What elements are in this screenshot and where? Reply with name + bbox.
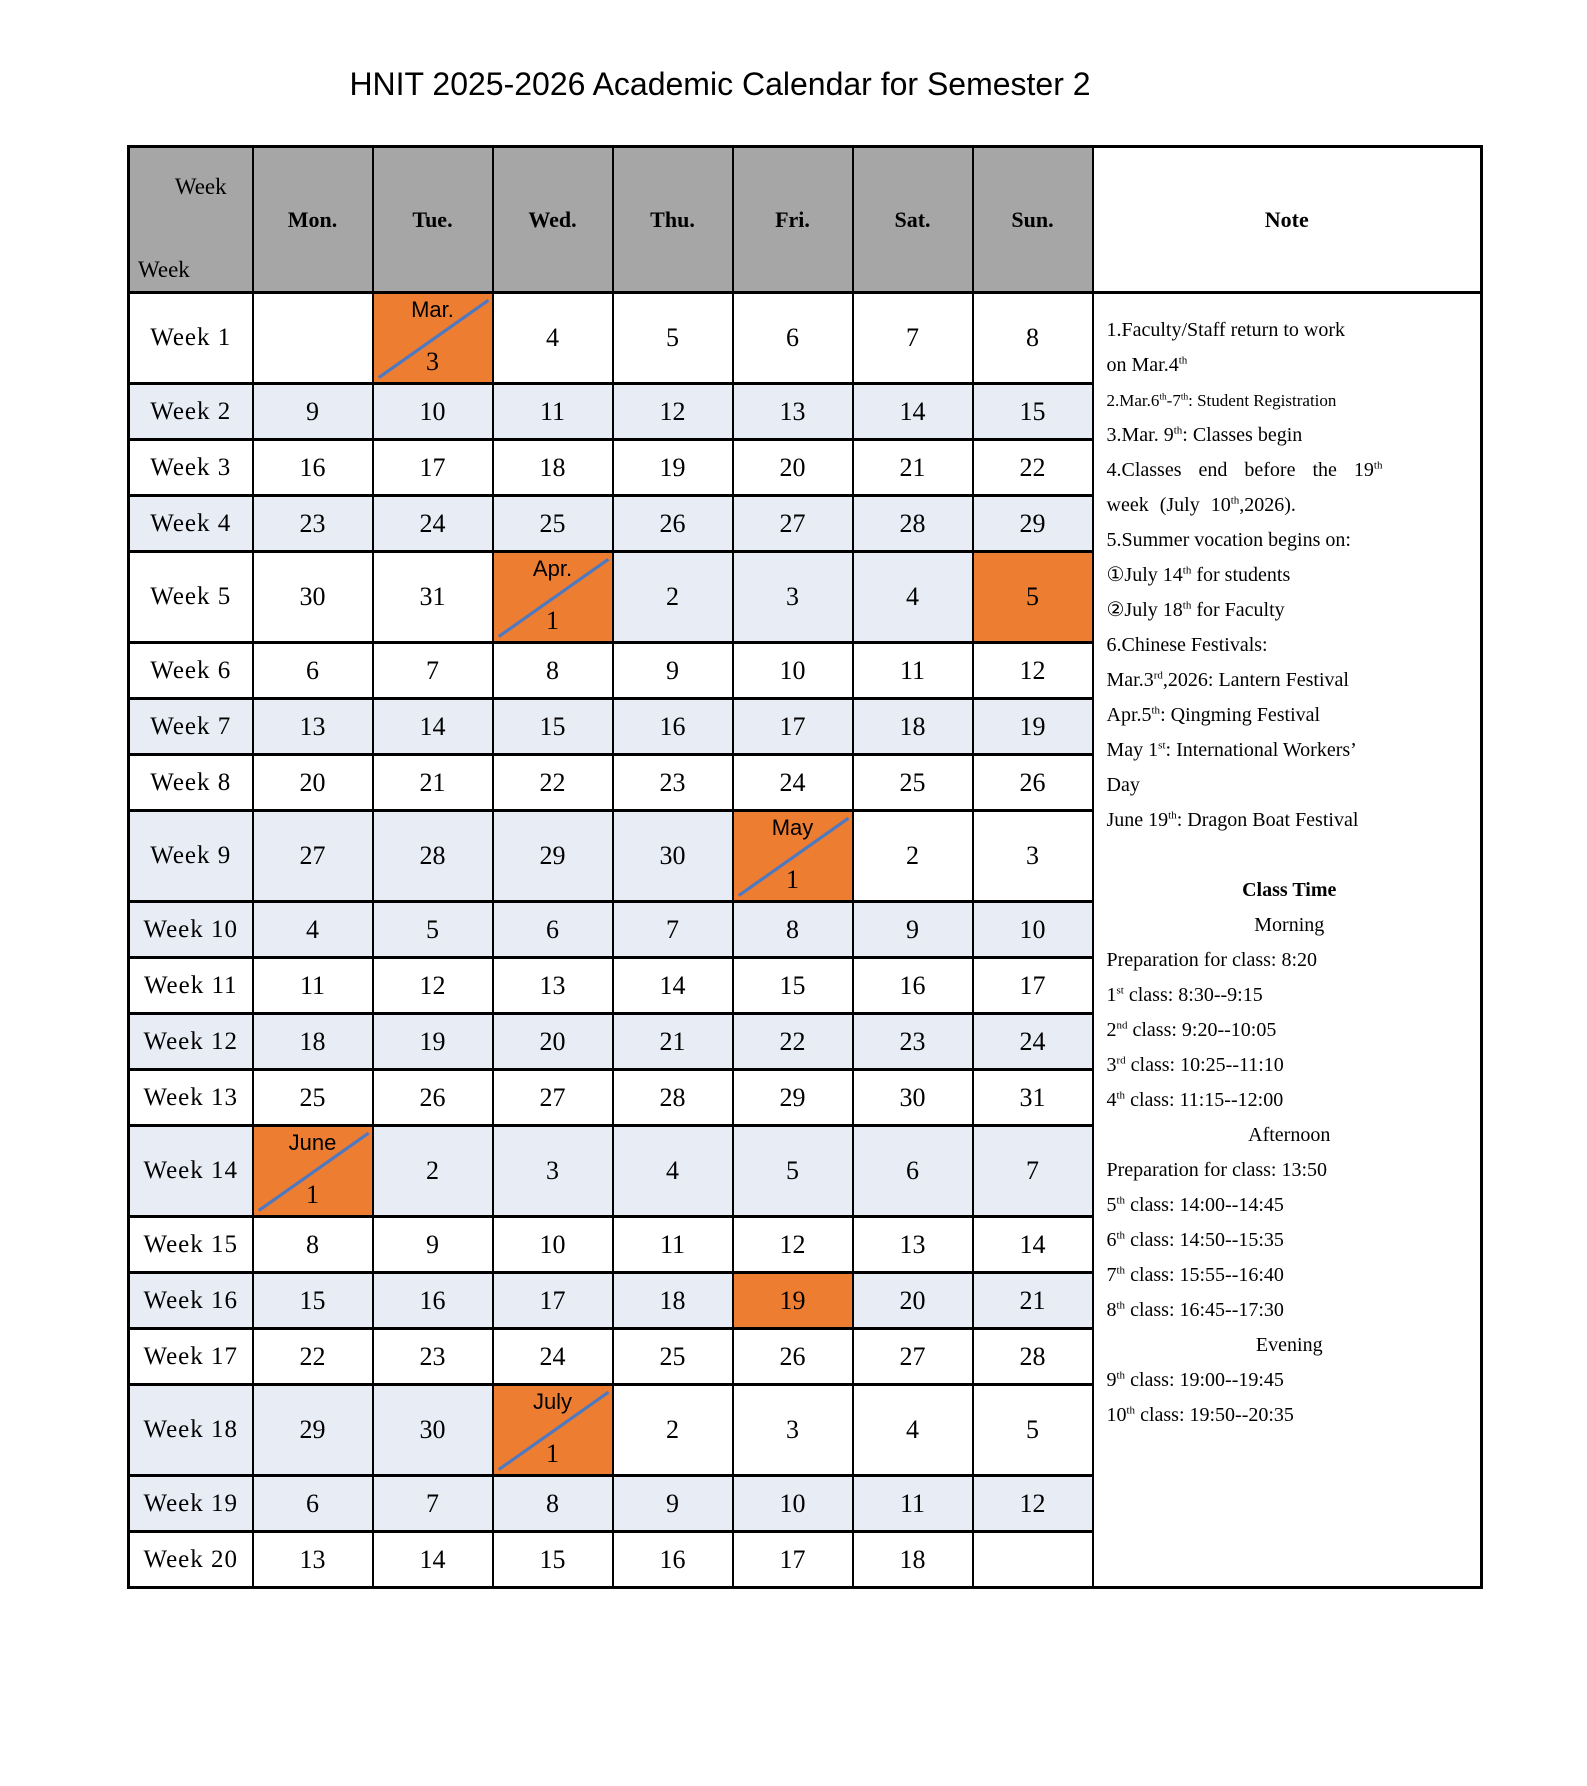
month-label: Mar. bbox=[411, 297, 454, 322]
day-cell: 22 bbox=[493, 755, 613, 811]
day-cell: 11 bbox=[613, 1217, 733, 1273]
day-cell: 4 bbox=[853, 552, 973, 643]
week-label-cell: Week 2 bbox=[129, 384, 253, 440]
note-line: 3rd class: 10:25--11:10 bbox=[1106, 1054, 1284, 1076]
day-cell: 6 bbox=[253, 643, 373, 699]
month-label: May bbox=[771, 815, 814, 840]
note-line: Apr.5th: Qingming Festival bbox=[1106, 704, 1321, 726]
day-cell: 15 bbox=[253, 1273, 373, 1329]
day-cell: 23 bbox=[253, 496, 373, 552]
day-cell: 4 bbox=[613, 1126, 733, 1217]
day-cell: 30 bbox=[253, 552, 373, 643]
day-cell: 7 bbox=[373, 1476, 493, 1532]
day-cell: 8 bbox=[253, 1217, 373, 1273]
day-cell: 19 bbox=[733, 1273, 853, 1329]
day-cell: 27 bbox=[733, 496, 853, 552]
day-cell: 9 bbox=[253, 384, 373, 440]
day-cell: 13 bbox=[253, 1532, 373, 1588]
day-cell: 12 bbox=[733, 1217, 853, 1273]
day-cell: 29 bbox=[253, 1385, 373, 1476]
day-cell: 18 bbox=[493, 440, 613, 496]
note-line: 10th class: 19:50--20:35 bbox=[1106, 1404, 1294, 1426]
day-cell: 10 bbox=[733, 643, 853, 699]
day-cell: 4 bbox=[853, 1385, 973, 1476]
day-cell: 22 bbox=[973, 440, 1093, 496]
day-cell: 11 bbox=[853, 1476, 973, 1532]
week-label-cell: Week 17 bbox=[129, 1329, 253, 1385]
day-cell: 20 bbox=[253, 755, 373, 811]
page-title: HNIT 2025-2026 Academic Calendar for Semester 2 bbox=[349, 66, 1091, 102]
day-cell: 8 bbox=[493, 1476, 613, 1532]
note-line: 2.Mar.6th-7th: Student Registration bbox=[1106, 391, 1337, 410]
month-start-cell bbox=[733, 811, 853, 902]
day-cell: 27 bbox=[853, 1329, 973, 1385]
note-line: Mar.3rd,2026: Lantern Festival bbox=[1106, 669, 1349, 691]
day-cell: 6 bbox=[733, 293, 853, 384]
day-cell: 16 bbox=[613, 699, 733, 755]
note-line: 5th class: 14:00--14:45 bbox=[1106, 1194, 1284, 1216]
note-line: 4th class: 11:15--12:00 bbox=[1106, 1089, 1284, 1111]
day-cell: 26 bbox=[733, 1329, 853, 1385]
day-cell: 9 bbox=[853, 902, 973, 958]
day-cell: 24 bbox=[373, 496, 493, 552]
week-corner-cell bbox=[129, 147, 253, 293]
day-cell: 27 bbox=[493, 1070, 613, 1126]
day-cell: 20 bbox=[493, 1014, 613, 1070]
week-label-cell: Week 19 bbox=[129, 1476, 253, 1532]
day-cell: 9 bbox=[613, 643, 733, 699]
day-number: 1 bbox=[786, 865, 799, 894]
empty-day-cell bbox=[973, 1532, 1093, 1588]
corner-label-top: Week bbox=[174, 174, 227, 199]
day-cell: 11 bbox=[853, 643, 973, 699]
note-line: 3.Mar. 9th: Classes begin bbox=[1106, 424, 1303, 446]
day-cell: 11 bbox=[493, 384, 613, 440]
day-cell: 26 bbox=[613, 496, 733, 552]
day-cell: 20 bbox=[853, 1273, 973, 1329]
day-cell: 2 bbox=[613, 1385, 733, 1476]
day-cell: 7 bbox=[853, 293, 973, 384]
day-cell: 28 bbox=[373, 811, 493, 902]
month-label: Apr. bbox=[532, 556, 573, 581]
month-start-cell bbox=[373, 293, 493, 384]
day-cell: 13 bbox=[853, 1217, 973, 1273]
day-cell: 16 bbox=[853, 958, 973, 1014]
day-cell: 17 bbox=[973, 958, 1093, 1014]
month-label: June bbox=[288, 1130, 337, 1155]
note-line: 2nd class: 9:20--10:05 bbox=[1106, 1019, 1277, 1041]
note-header: Note bbox=[1093, 147, 1482, 293]
note-line: ②July 18th for Faculty bbox=[1106, 599, 1285, 621]
day-cell: 5 bbox=[733, 1126, 853, 1217]
week-label-cell: Week 16 bbox=[129, 1273, 253, 1329]
week-label-cell: Week 6 bbox=[129, 643, 253, 699]
day-cell: 29 bbox=[973, 496, 1093, 552]
note-line: Preparation for class: 13:50 bbox=[1106, 1159, 1327, 1181]
day-cell: 16 bbox=[373, 1273, 493, 1329]
day-cell: 30 bbox=[853, 1070, 973, 1126]
day-cell: 21 bbox=[853, 440, 973, 496]
month-start-cell bbox=[253, 1126, 373, 1217]
note-line: 1st class: 8:30--9:15 bbox=[1106, 984, 1263, 1006]
day-cell: 5 bbox=[973, 1385, 1093, 1476]
note-line: ①July 14th for students bbox=[1106, 564, 1291, 586]
day-cell: 23 bbox=[373, 1329, 493, 1385]
day-cell: 17 bbox=[733, 1532, 853, 1588]
day-cell: 26 bbox=[973, 755, 1093, 811]
note-line: 6th class: 14:50--15:35 bbox=[1106, 1229, 1284, 1251]
day-cell: 5 bbox=[373, 902, 493, 958]
week-label-cell: Week 12 bbox=[129, 1014, 253, 1070]
day-cell: 18 bbox=[853, 699, 973, 755]
day-cell: 17 bbox=[733, 699, 853, 755]
day-cell: 10 bbox=[493, 1217, 613, 1273]
day-cell: 10 bbox=[733, 1476, 853, 1532]
day-cell: 29 bbox=[733, 1070, 853, 1126]
day-cell: 29 bbox=[493, 811, 613, 902]
day-header-mon: Mon. bbox=[253, 147, 373, 293]
day-cell: 16 bbox=[613, 1532, 733, 1588]
week-label-cell: Week 3 bbox=[129, 440, 253, 496]
day-cell: 28 bbox=[853, 496, 973, 552]
day-cell: 2 bbox=[613, 552, 733, 643]
note-line: on Mar.4th bbox=[1106, 354, 1188, 376]
day-cell: 23 bbox=[613, 755, 733, 811]
day-cell: 14 bbox=[853, 384, 973, 440]
note-spacer bbox=[1107, 838, 1473, 873]
day-cell: 18 bbox=[853, 1532, 973, 1588]
day-cell: 25 bbox=[253, 1070, 373, 1126]
day-cell: 19 bbox=[973, 699, 1093, 755]
day-cell: 25 bbox=[853, 755, 973, 811]
day-cell: 25 bbox=[493, 496, 613, 552]
day-cell: 13 bbox=[493, 958, 613, 1014]
day-number: 3 bbox=[426, 347, 439, 376]
day-cell: 10 bbox=[973, 902, 1093, 958]
day-cell: 3 bbox=[493, 1126, 613, 1217]
corner-label-bottom: Week bbox=[138, 257, 190, 282]
day-cell: 22 bbox=[253, 1329, 373, 1385]
day-number: 1 bbox=[306, 1180, 319, 1209]
day-cell: 19 bbox=[613, 440, 733, 496]
day-cell: 17 bbox=[493, 1273, 613, 1329]
note-line: Evening bbox=[1255, 1334, 1323, 1356]
day-cell: 3 bbox=[973, 811, 1093, 902]
note-line: 5.Summer vocation begins on: bbox=[1106, 529, 1351, 551]
day-cell: 13 bbox=[733, 384, 853, 440]
day-cell: 18 bbox=[613, 1273, 733, 1329]
day-cell: 12 bbox=[973, 1476, 1093, 1532]
day-cell: 30 bbox=[613, 811, 733, 902]
week-label-cell: Week 14 bbox=[129, 1126, 253, 1217]
note-line: Morning bbox=[1254, 914, 1325, 936]
day-cell: 14 bbox=[373, 699, 493, 755]
day-cell: 24 bbox=[493, 1329, 613, 1385]
day-cell: 30 bbox=[373, 1385, 493, 1476]
day-header-wed: Wed. bbox=[493, 147, 613, 293]
day-cell: 9 bbox=[373, 1217, 493, 1273]
day-cell: 23 bbox=[853, 1014, 973, 1070]
day-cell: 6 bbox=[853, 1126, 973, 1217]
day-cell: 14 bbox=[613, 958, 733, 1014]
week-label-cell: Week 7 bbox=[129, 699, 253, 755]
day-cell: 6 bbox=[253, 1476, 373, 1532]
day-cell: 13 bbox=[253, 699, 373, 755]
day-cell: 6 bbox=[493, 902, 613, 958]
day-cell: 12 bbox=[973, 643, 1093, 699]
note-line: 9th class: 19:00--19:45 bbox=[1106, 1369, 1284, 1391]
note-line: 1.Faculty/Staff return to work bbox=[1106, 319, 1345, 341]
week-label-cell: Week 4 bbox=[129, 496, 253, 552]
month-start-cell bbox=[493, 552, 613, 643]
day-cell: 31 bbox=[373, 552, 493, 643]
day-header-thu: Thu. bbox=[613, 147, 733, 293]
day-header-sat: Sat. bbox=[853, 147, 973, 293]
week-label-cell: Week 18 bbox=[129, 1385, 253, 1476]
day-cell: 3 bbox=[733, 552, 853, 643]
day-cell: 19 bbox=[373, 1014, 493, 1070]
day-cell: 15 bbox=[493, 699, 613, 755]
day-cell: 24 bbox=[973, 1014, 1093, 1070]
note-line: May 1st: International Workers’ bbox=[1106, 739, 1357, 761]
week-label-cell: Week 13 bbox=[129, 1070, 253, 1126]
day-number: 1 bbox=[546, 606, 559, 635]
day-cell: 28 bbox=[613, 1070, 733, 1126]
day-cell: 26 bbox=[373, 1070, 493, 1126]
day-cell: 2 bbox=[373, 1126, 493, 1217]
day-header-fri: Fri. bbox=[733, 147, 853, 293]
calendar-table bbox=[127, 145, 1483, 1589]
day-cell: 12 bbox=[613, 384, 733, 440]
note-line: June 19th: Dragon Boat Festival bbox=[1106, 809, 1359, 831]
day-cell: 20 bbox=[733, 440, 853, 496]
note-line: 8th class: 16:45--17:30 bbox=[1106, 1299, 1284, 1321]
week-label-cell: Week 10 bbox=[129, 902, 253, 958]
day-cell: 5 bbox=[973, 552, 1093, 643]
day-cell: 5 bbox=[613, 293, 733, 384]
day-cell: 4 bbox=[493, 293, 613, 384]
week-label-cell: Week 8 bbox=[129, 755, 253, 811]
week-label-cell: Week 9 bbox=[129, 811, 253, 902]
note-line: Afternoon bbox=[1248, 1124, 1331, 1146]
day-cell: 28 bbox=[973, 1329, 1093, 1385]
note-line: week (July 10th,2026). bbox=[1106, 494, 1296, 516]
empty-day-cell bbox=[253, 293, 373, 384]
day-cell: 8 bbox=[973, 293, 1093, 384]
day-cell: 7 bbox=[373, 643, 493, 699]
day-cell: 15 bbox=[493, 1532, 613, 1588]
week-label-cell: Week 5 bbox=[129, 552, 253, 643]
note-line: Day bbox=[1106, 774, 1140, 796]
day-cell: 11 bbox=[253, 958, 373, 1014]
day-cell: 7 bbox=[613, 902, 733, 958]
day-cell: 15 bbox=[733, 958, 853, 1014]
month-label: July bbox=[532, 1389, 573, 1414]
day-cell: 4 bbox=[253, 902, 373, 958]
note-line: 7th class: 15:55--16:40 bbox=[1106, 1264, 1284, 1286]
day-cell: 8 bbox=[493, 643, 613, 699]
day-header-sun: Sun. bbox=[973, 147, 1093, 293]
day-cell: 18 bbox=[253, 1014, 373, 1070]
day-cell: 31 bbox=[973, 1070, 1093, 1126]
note-line: 6.Chinese Festivals: bbox=[1106, 634, 1268, 656]
day-cell: 2 bbox=[853, 811, 973, 902]
week-corner-content bbox=[130, 148, 252, 291]
day-cell: 27 bbox=[253, 811, 373, 902]
day-cell: 21 bbox=[613, 1014, 733, 1070]
day-cell: 24 bbox=[733, 755, 853, 811]
day-cell: 14 bbox=[973, 1217, 1093, 1273]
day-cell: 9 bbox=[613, 1476, 733, 1532]
day-cell: 10 bbox=[373, 384, 493, 440]
day-cell: 21 bbox=[373, 755, 493, 811]
day-cell: 21 bbox=[973, 1273, 1093, 1329]
note-line: Preparation for class: 8:20 bbox=[1106, 949, 1317, 971]
day-cell: 8 bbox=[733, 902, 853, 958]
day-number: 1 bbox=[546, 1439, 559, 1468]
day-header-tue: Tue. bbox=[373, 147, 493, 293]
note-line: 4.Classes end before the 19th bbox=[1106, 459, 1383, 481]
day-cell: 7 bbox=[973, 1126, 1093, 1217]
day-cell: 16 bbox=[253, 440, 373, 496]
day-cell: 14 bbox=[373, 1532, 493, 1588]
week-label-cell: Week 11 bbox=[129, 958, 253, 1014]
day-cell: 17 bbox=[373, 440, 493, 496]
note-cell bbox=[1093, 293, 1482, 1588]
week-label-cell: Week 15 bbox=[129, 1217, 253, 1273]
week-label-cell: Week 20 bbox=[129, 1532, 253, 1588]
day-cell: 22 bbox=[733, 1014, 853, 1070]
week-row bbox=[129, 293, 1482, 384]
day-cell: 12 bbox=[373, 958, 493, 1014]
day-cell: 3 bbox=[733, 1385, 853, 1476]
note-content bbox=[1094, 294, 1481, 1433]
note-line: Class Time bbox=[1242, 879, 1337, 901]
day-cell: 15 bbox=[973, 384, 1093, 440]
week-label-cell: Week 1 bbox=[129, 293, 253, 384]
day-cell: 25 bbox=[613, 1329, 733, 1385]
month-start-cell bbox=[493, 1385, 613, 1476]
